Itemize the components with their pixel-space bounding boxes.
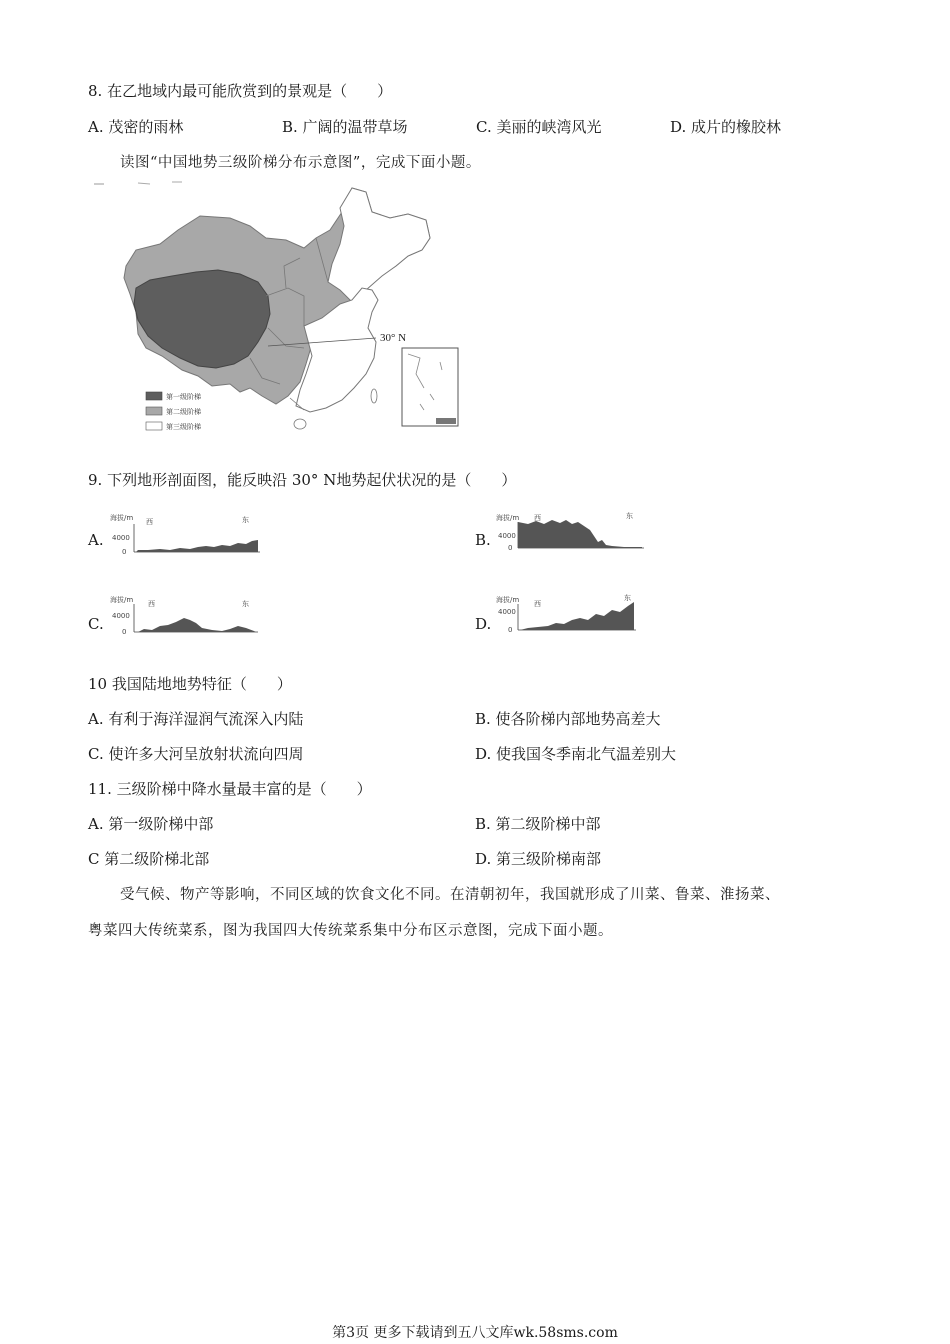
profile-a-terrain	[136, 540, 258, 552]
first-step-region	[134, 270, 270, 368]
profile-a-axis-title: 海拔/m	[110, 514, 134, 522]
q11-option-c: C 第二级阶梯北部	[88, 850, 210, 868]
profile-d-tick-0: 0	[508, 626, 513, 634]
profile-c-terrain	[138, 618, 256, 632]
q9-option-d-label: D.	[475, 615, 492, 633]
profile-d-axis-title: 海拔/m	[496, 596, 520, 604]
profile-a	[108, 510, 262, 556]
q11-stem: 11. 三级阶梯中降水量最丰富的是（ ）	[88, 780, 372, 798]
profile-c-tick-4000: 4000	[112, 612, 130, 620]
profile-b-tick-0: 0	[508, 544, 513, 552]
intro-cuisine-line1: 受气候、物产等影响，不同区域的饮食文化不同。在清朝初年，我国就形成了川菜、鲁菜、淮扬菜、	[120, 887, 780, 903]
profile-b	[494, 508, 650, 556]
intro-cuisine-line2: 粤菜四大传统菜系，图为我国四大传统菜系集中分布区示意图，完成下面小题。	[88, 923, 613, 939]
q8-stem: 8. 在乙地域内最可能欣赏到的景观是（ ）	[88, 82, 393, 100]
profile-a-tick-0: 0	[122, 548, 127, 556]
q11-option-a: A. 第一级阶梯中部	[88, 815, 214, 833]
profile-b-west: 西	[534, 514, 541, 522]
profile-c-tick-0: 0	[122, 628, 127, 636]
q10-option-b: B. 使各阶梯内部地势高差大	[475, 710, 661, 728]
q10-option-c: C. 使许多大河呈放射状流向四周	[88, 745, 304, 763]
q10-option-a: A. 有利于海洋湿润气流深入内陆	[88, 710, 304, 728]
q8-option-c: C. 美丽的峡湾风光	[476, 118, 602, 136]
profile-c-east: 东	[242, 600, 249, 608]
legend-swatch-step2	[146, 407, 162, 415]
scan-speck	[138, 183, 150, 184]
q11-option-d: D. 第三级阶梯南部	[475, 850, 602, 868]
profile-b-tick-4000: 4000	[498, 532, 516, 540]
south-china-sea-inset	[402, 348, 458, 426]
hainan-island	[294, 419, 306, 429]
legend-label-step2: 第二级阶梯	[166, 408, 201, 416]
q8-option-d: D. 成片的橡胶林	[670, 118, 782, 136]
profile-b-terrain	[518, 520, 642, 548]
profile-d-tick-4000: 4000	[498, 608, 516, 616]
inset-scale-bar	[436, 418, 456, 424]
profile-b-axis-title: 海拔/m	[496, 514, 520, 522]
q8-option-a: A. 茂密的雨林	[88, 118, 184, 136]
profile-b-east: 东	[626, 512, 633, 520]
profile-d	[494, 590, 640, 638]
profile-c-west: 西	[148, 600, 155, 608]
q10-option-d: D. 使我国冬季南北气温差别大	[475, 745, 677, 763]
legend-swatch-step1	[146, 392, 162, 400]
page-footer: 第3页 更多下载请到五八文库wk.58sms.com	[332, 1325, 618, 1341]
profile-d-east: 东	[624, 594, 631, 602]
profile-c	[108, 592, 264, 638]
q10-stem: 10 我国陆地地势特征（ ）	[88, 675, 292, 693]
q9-option-c-label: C.	[88, 615, 104, 633]
q9-stem: 9. 下列地形剖面图，能反映沿 30° N地势起伏状况的是（ ）	[88, 471, 517, 489]
q9-option-a-label: A.	[88, 531, 104, 549]
latitude-30n-label: 30° N	[380, 332, 407, 344]
profile-a-west: 西	[146, 518, 153, 526]
china-terrain-steps-map	[90, 178, 470, 440]
legend-label-step1: 第一级阶梯	[166, 393, 201, 401]
legend-swatch-step3	[146, 422, 162, 430]
third-step-northeast	[328, 188, 430, 302]
taiwan-island	[371, 389, 377, 403]
q9-option-b-label: B.	[475, 531, 491, 549]
q8-option-b: B. 广阔的温带草场	[282, 118, 408, 136]
profile-d-west: 西	[534, 600, 541, 608]
profile-a-tick-4000: 4000	[112, 534, 130, 542]
intro-map-question: 读图“中国地势三级阶梯分布示意图”，完成下面小题。	[120, 155, 481, 171]
profile-a-east: 东	[242, 516, 249, 524]
legend-label-step3: 第三级阶梯	[166, 423, 201, 431]
q11-option-b: B. 第二级阶梯中部	[475, 815, 601, 833]
profile-c-axis-title: 海拔/m	[110, 596, 134, 604]
